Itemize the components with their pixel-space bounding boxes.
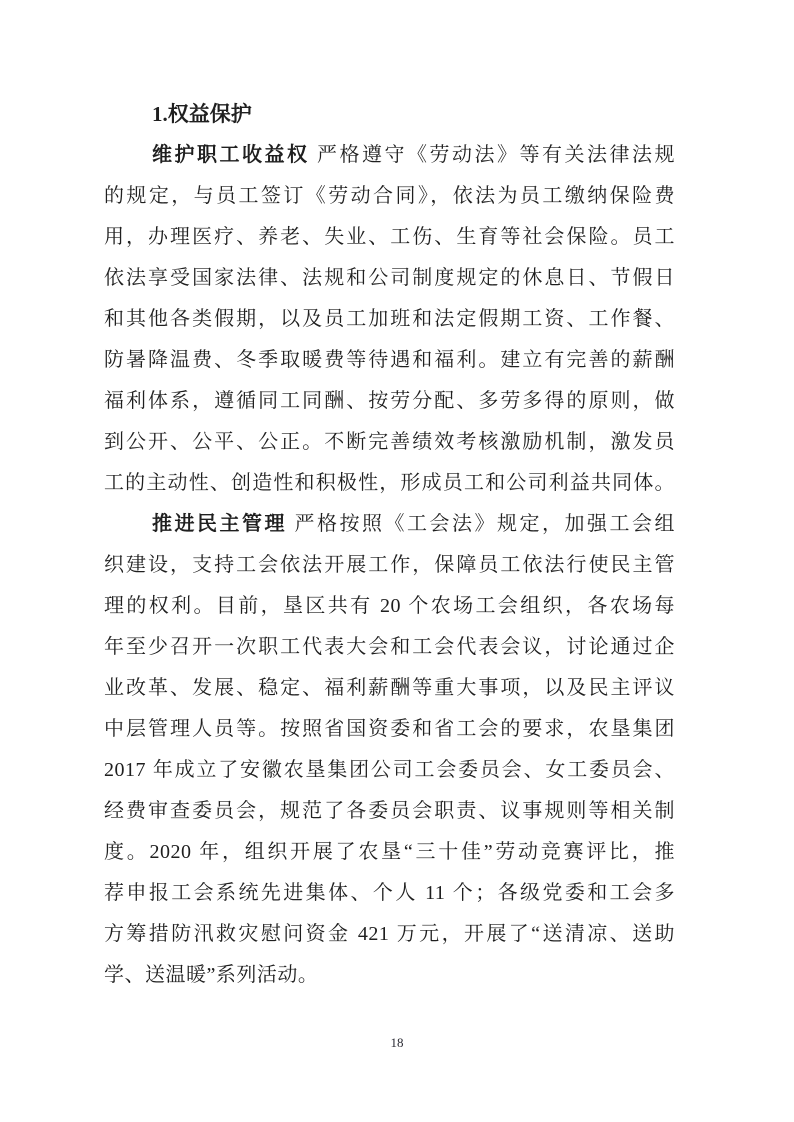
text-line: 业改革、发展、稳定、福利薪酬等重大事项，以及民主评议 bbox=[104, 677, 675, 699]
text-line bbox=[104, 135, 675, 176]
text-line: 2017 年成立了安徽农垦集团公司工会委员会、女工委员会、 bbox=[104, 759, 675, 781]
text-run: 严格遵守《劳动法》等有关法律法规 bbox=[309, 144, 675, 166]
text-line: 中层管理人员等。按照省国资委和省工会的要求，农垦集团 bbox=[104, 718, 675, 740]
text-line: 用，办理医疗、养老、失业、工伤、生育等社会保险。员工 bbox=[104, 226, 675, 248]
text-run: 严格按照《工会法》规定，加强工会组 bbox=[287, 513, 675, 535]
section-heading: 1.权益保护 bbox=[152, 102, 252, 126]
text-line: 方筹措防汛救灾慰问资金 421 万元，开展了“送清凉、送助 bbox=[104, 923, 675, 945]
bold-run-in-heading: 推进民主管理 bbox=[152, 513, 287, 535]
text-line: 福利体系，遵循同工同酬、按劳分配、多劳多得的原则，做 bbox=[104, 390, 675, 412]
bold-run-in-heading: 维护职工收益权 bbox=[152, 144, 310, 166]
text-line: 学、送温暖”系列活动。 bbox=[104, 964, 319, 986]
text-line: 和其他各类假期，以及员工加班和法定假期工资、工作餐、 bbox=[104, 308, 675, 330]
text-line bbox=[104, 504, 675, 545]
text-line: 防暑降温费、冬季取暖费等待遇和福利。建立有完善的薪酬 bbox=[104, 349, 675, 371]
text-line: 的规定，与员工签订《劳动合同》，依法为员工缴纳保险费 bbox=[104, 185, 675, 207]
paragraph-democratic-management bbox=[104, 504, 675, 996]
document-content bbox=[104, 94, 675, 996]
page-number: 18 bbox=[390, 1035, 404, 1050]
text-line: 经费审查委员会，规范了各委员会职责、议事规则等相关制 bbox=[104, 800, 675, 822]
text-line: 工的主动性、创造性和积极性，形成员工和公司利益共同体。 bbox=[104, 472, 675, 494]
text-line: 度。2020 年，组织开展了农垦“三十佳”劳动竞赛评比，推 bbox=[104, 841, 675, 863]
text-line: 依法享受国家法律、法规和公司制度规定的休息日、节假日 bbox=[104, 267, 675, 289]
paragraph-rights-protection bbox=[104, 135, 675, 504]
text-line: 理的权利。目前，垦区共有 20 个农场工会组织，各农场每 bbox=[104, 595, 675, 617]
text-line: 荐申报工会系统先进集体、个人 11 个；各级党委和工会多 bbox=[104, 882, 675, 904]
text-line: 年至少召开一次职工代表大会和工会代表会议，讨论通过企 bbox=[104, 636, 675, 658]
text-line: 到公开、公平、公正。不断完善绩效考核激励机制，激发员 bbox=[104, 431, 675, 453]
text-line: 织建设，支持工会依法开展工作，保障员工依法行使民主管 bbox=[104, 554, 675, 576]
